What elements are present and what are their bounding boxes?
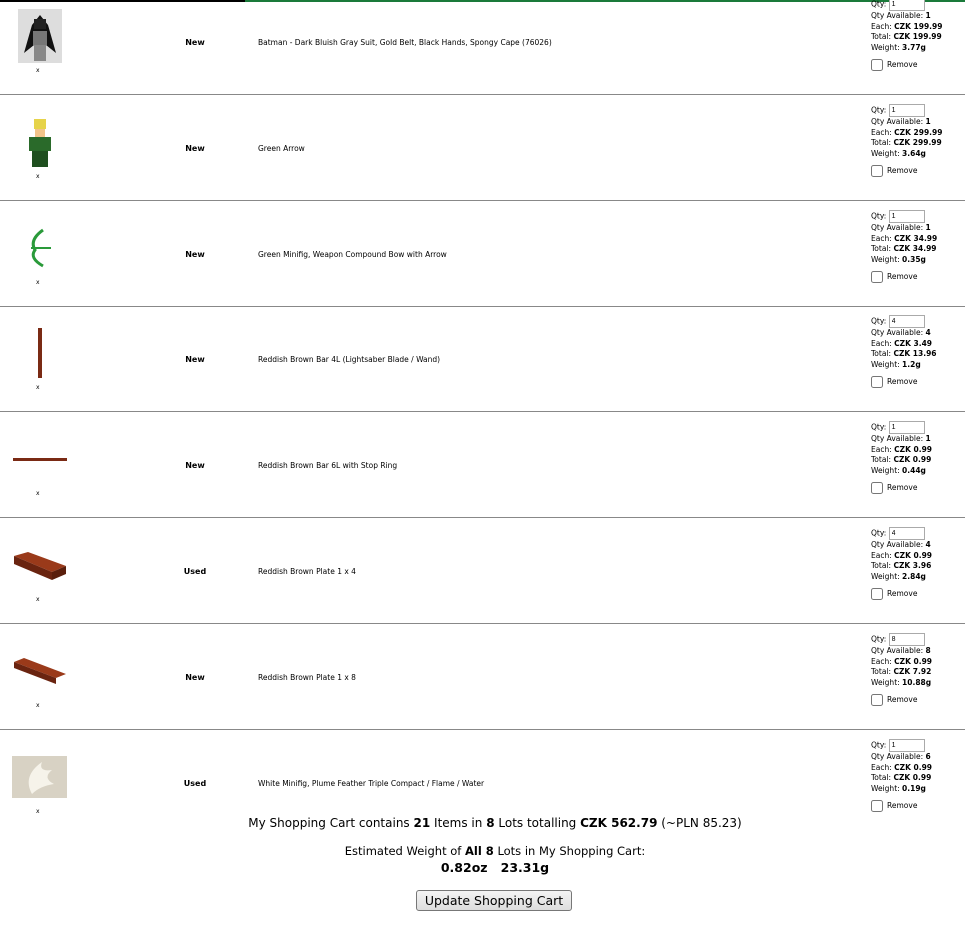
- item-description: Green Minifig, Weapon Compound Bow with Arrow: [258, 250, 447, 259]
- item-x-label: x: [36, 279, 40, 286]
- qty-input[interactable]: [889, 210, 925, 223]
- total-label: Total:: [871, 349, 892, 359]
- qty-label: Qty:: [871, 740, 887, 750]
- item-description: Green Arrow: [258, 144, 305, 153]
- remove-checkbox[interactable]: [871, 588, 883, 600]
- item-image[interactable]: [12, 749, 67, 804]
- item-details: [871, 315, 937, 388]
- qty-label: Qty:: [871, 422, 887, 432]
- item-image[interactable]: [12, 325, 67, 380]
- qty-input[interactable]: [889, 527, 925, 540]
- remove-checkbox[interactable]: [871, 482, 883, 494]
- item-details: [871, 739, 932, 812]
- update-cart-button[interactable]: Update Shopping Cart: [416, 890, 572, 911]
- remove-checkbox[interactable]: [871, 694, 883, 706]
- remove-label[interactable]: Remove: [887, 60, 918, 70]
- item-condition: New: [185, 144, 205, 153]
- remove-label[interactable]: Remove: [887, 589, 918, 599]
- cart-item-row: [0, 305, 965, 412]
- available-label: Qty Available:: [871, 328, 924, 337]
- qty-label: Qty:: [871, 634, 887, 644]
- total-label: Total:: [871, 32, 892, 42]
- qty-input[interactable]: [889, 633, 925, 646]
- weight-summary: [0, 844, 965, 858]
- weight-label: Weight:: [871, 360, 900, 370]
- item-details: [871, 527, 932, 600]
- total-price: CZK 199.99: [893, 32, 942, 42]
- weight-all: All 8: [464, 844, 494, 858]
- item-image[interactable]: [12, 114, 67, 169]
- summary-text: Lots totalling: [498, 816, 577, 830]
- item-image[interactable]: [12, 8, 67, 63]
- item-image[interactable]: [12, 431, 67, 486]
- item-weight: 0.19g: [902, 784, 926, 794]
- weight-label: Weight:: [871, 678, 900, 688]
- each-label: Each:: [871, 656, 892, 666]
- each-label: Each:: [871, 127, 892, 137]
- total-price: CZK 3.96: [893, 561, 932, 571]
- item-image[interactable]: [12, 643, 67, 698]
- each-label: Each:: [871, 338, 892, 348]
- item-details: [871, 421, 932, 494]
- item-description: Reddish Brown Plate 1 x 4: [258, 567, 356, 576]
- item-count: 21: [413, 816, 431, 830]
- weight-text: Lots in My Shopping Cart:: [497, 844, 646, 858]
- total-price: CZK 7.92: [893, 667, 932, 677]
- cart-item-row: [0, 200, 965, 307]
- qty-available: 1: [925, 223, 931, 232]
- item-weight: 3.77g: [902, 43, 926, 53]
- item-image[interactable]: [12, 537, 67, 592]
- qty-available: 6: [925, 752, 931, 761]
- qty-input[interactable]: [889, 421, 925, 434]
- qty-label: Qty:: [871, 105, 887, 115]
- qty-available: 1: [925, 117, 931, 126]
- item-condition: New: [185, 355, 205, 364]
- cart-total-pln: (~PLN 85.23): [661, 816, 742, 830]
- item-details: [871, 0, 942, 71]
- total-label: Total:: [871, 455, 892, 465]
- each-price: CZK 0.99: [894, 762, 933, 772]
- total-price: CZK 299.99: [893, 138, 942, 148]
- total-label: Total:: [871, 561, 892, 571]
- item-description: Reddish Brown Bar 6L with Stop Ring: [258, 461, 398, 470]
- each-label: Each:: [871, 550, 892, 560]
- cart-item-row: [0, 623, 965, 730]
- remove-checkbox[interactable]: [871, 271, 883, 283]
- available-label: Qty Available:: [871, 223, 924, 232]
- available-label: Qty Available:: [871, 117, 924, 126]
- each-price: CZK 0.99: [894, 656, 933, 666]
- weight-label: Weight:: [871, 572, 900, 582]
- cart-item-row: [0, 517, 965, 624]
- qty-available: 8: [925, 646, 931, 655]
- item-condition: Used: [183, 567, 207, 576]
- item-details: [871, 210, 937, 283]
- item-x-label: x: [36, 173, 40, 180]
- each-price: CZK 199.99: [894, 21, 943, 31]
- cart-item-row: [0, 94, 965, 201]
- remove-label[interactable]: Remove: [887, 166, 918, 176]
- remove-label[interactable]: Remove: [887, 695, 918, 705]
- item-condition: New: [185, 38, 205, 47]
- item-x-label: x: [36, 702, 40, 709]
- total-label: Total:: [871, 773, 892, 783]
- qty-available: 1: [925, 434, 931, 443]
- item-description: White Minifig, Plume Feather Triple Compact / Flame / Water: [258, 779, 485, 788]
- qty-available: 4: [925, 540, 931, 549]
- weight-label: Weight:: [871, 149, 900, 159]
- weight-values: [0, 860, 965, 875]
- lot-count: 8: [486, 816, 495, 830]
- weight-oz: 0.82oz: [440, 860, 488, 875]
- available-label: Qty Available:: [871, 434, 924, 443]
- item-condition: New: [185, 461, 205, 470]
- item-image[interactable]: [12, 220, 67, 275]
- qty-input[interactable]: [889, 315, 925, 328]
- qty-input[interactable]: [889, 104, 925, 117]
- item-description: Reddish Brown Plate 1 x 8: [258, 673, 356, 682]
- item-description: Batman - Dark Bluish Gray Suit, Gold Belt, Black Hands, Spongy Cape (76026): [258, 38, 552, 47]
- item-details: [871, 104, 942, 177]
- qty-input[interactable]: [889, 0, 925, 11]
- qty-label: Qty:: [871, 316, 887, 326]
- available-label: Qty Available:: [871, 11, 924, 20]
- item-weight: 0.35g: [902, 255, 926, 265]
- remove-label[interactable]: Remove: [887, 483, 918, 493]
- qty-available: 1: [925, 11, 931, 20]
- item-x-label: x: [36, 67, 40, 74]
- each-label: Each:: [871, 233, 892, 243]
- item-x-label: x: [36, 596, 40, 603]
- total-price: CZK 34.99: [893, 244, 937, 254]
- item-condition: Used: [183, 779, 207, 788]
- weight-text: Estimated Weight of: [344, 844, 462, 858]
- weight-label: Weight:: [871, 784, 900, 794]
- item-details: [871, 633, 932, 706]
- summary-text: Items in: [434, 816, 483, 830]
- each-price: CZK 3.49: [894, 338, 933, 348]
- item-description: Reddish Brown Bar 4L (Lightsaber Blade / Wand): [258, 355, 441, 364]
- item-condition: New: [185, 673, 205, 682]
- item-weight: 2.84g: [902, 572, 926, 582]
- total-price: CZK 13.96: [893, 349, 937, 359]
- weight-label: Weight:: [871, 255, 900, 265]
- total-label: Total:: [871, 138, 892, 148]
- total-price: CZK 0.99: [893, 455, 932, 465]
- weight-label: Weight:: [871, 466, 900, 476]
- total-label: Total:: [871, 244, 892, 254]
- each-price: CZK 0.99: [894, 444, 933, 454]
- item-x-label: x: [36, 384, 40, 391]
- remove-label[interactable]: Remove: [887, 801, 918, 811]
- cart-summary: [0, 816, 965, 830]
- qty-available: 4: [925, 328, 931, 337]
- available-label: Qty Available:: [871, 752, 924, 761]
- qty-label: Qty:: [871, 528, 887, 538]
- each-label: Each:: [871, 21, 892, 31]
- each-label: Each:: [871, 444, 892, 454]
- remove-checkbox[interactable]: [871, 59, 883, 71]
- available-label: Qty Available:: [871, 540, 924, 549]
- item-weight: 0.44g: [902, 466, 926, 476]
- item-weight: 1.2g: [902, 360, 921, 370]
- each-price: CZK 34.99: [894, 233, 938, 243]
- remove-checkbox[interactable]: [871, 165, 883, 177]
- item-weight: 3.64g: [902, 149, 926, 159]
- weight-g: 23.31g: [500, 860, 550, 875]
- available-label: Qty Available:: [871, 646, 924, 655]
- each-price: CZK 299.99: [894, 127, 943, 137]
- total-price: CZK 0.99: [893, 773, 932, 783]
- remove-label[interactable]: Remove: [887, 377, 918, 387]
- weight-label: Weight:: [871, 43, 900, 53]
- qty-input[interactable]: [889, 739, 925, 752]
- item-x-label: x: [36, 808, 40, 815]
- total-label: Total:: [871, 667, 892, 677]
- each-label: Each:: [871, 762, 892, 772]
- qty-label: Qty:: [871, 0, 887, 9]
- qty-label: Qty:: [871, 211, 887, 221]
- remove-checkbox[interactable]: [871, 800, 883, 812]
- cart-item-row: [0, 411, 965, 518]
- summary-text: My Shopping Cart contains: [248, 816, 410, 830]
- cart-item-row: [0, 0, 965, 95]
- item-weight: 10.88g: [902, 678, 932, 688]
- each-price: CZK 0.99: [894, 550, 933, 560]
- item-x-label: x: [36, 490, 40, 497]
- cart-total: CZK 562.79: [580, 816, 658, 830]
- remove-checkbox[interactable]: [871, 376, 883, 388]
- remove-label[interactable]: Remove: [887, 272, 918, 282]
- item-condition: New: [185, 250, 205, 259]
